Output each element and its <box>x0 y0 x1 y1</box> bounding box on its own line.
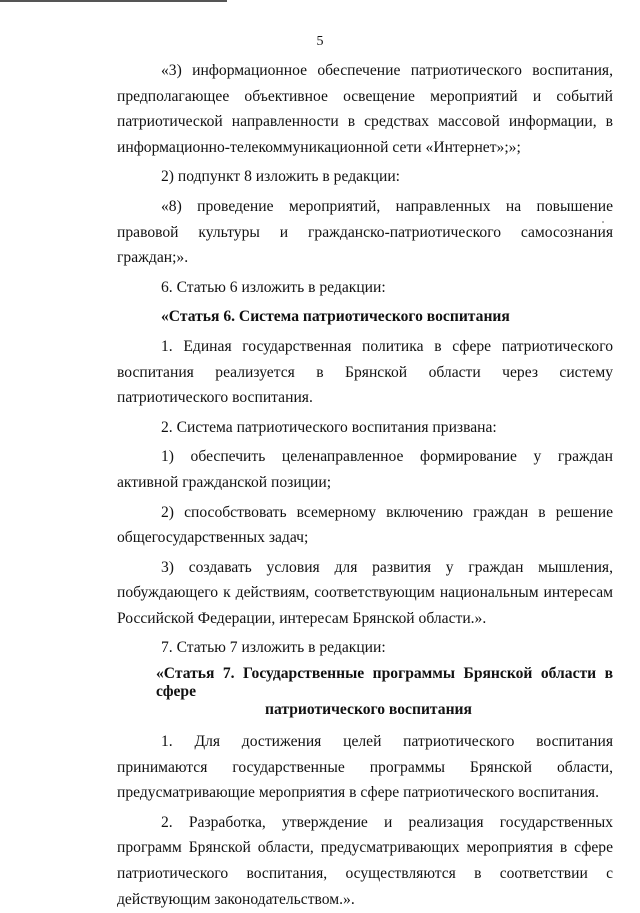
article-7-heading <box>117 665 613 719</box>
paragraph-article-7-edit: 7. Статью 7 изложить в редакции: <box>161 639 386 657</box>
top-rule <box>0 0 227 2</box>
paragraph-programs-development: 2. Разработка, утверждение и реализация государственных программ Брянской области, предусматривающих мероприятия в сфере патриотического воспитания, осуществляются в соответствии с действующим законодательством.». <box>117 813 613 908</box>
article-6-heading: «Статья 6. Система патриотического воспитания <box>161 308 510 326</box>
paragraph-article-6-edit: 6. Статью 6 изложить в редакции: <box>161 278 386 296</box>
paragraph-info-support: «3) информационное обеспечение патриотического воспитания, предполагающее объективное освещение мероприятий и событий патриотической направленности в средствах массовой информации, в информационно-телекоммуникационной сети «Интернет»;»; <box>117 62 613 156</box>
paragraph-programs-adopted: 1. Для достижения целей патриотического воспитания принимаются государственные программы Брянской области, предусматривающие мероприятия в сфере патриотического воспитания. <box>117 733 613 802</box>
article-7-heading-line1: «Статья 7. Государственные программы Брянской области в сфере <box>156 665 613 701</box>
paragraph-subpoint-8: 2) подпункт 8 изложить в редакции: <box>161 168 400 186</box>
paragraph-legal-culture: «8) проведение мероприятий, направленных на повышение правовой культуры и гражданско-патриотического самосознания граждан;». <box>117 197 613 267</box>
paragraph-item-3: 3) создавать условия для развития у граждан мышления, побуждающего к действиям, соответствующим национальным интересам Российской Федерации, интересам Брянской области.». <box>117 558 613 627</box>
paragraph-item-2: 2) способствовать всемерному включению граждан в решение общегосударственных задач; <box>117 503 613 547</box>
paragraph-unified-policy: 1. Единая государственная политика в сфере патриотического воспитания реализуется в Брянской области через систему патриотического воспитания. <box>117 337 613 407</box>
article-7-heading-line2: патриотического воспитания <box>265 701 472 719</box>
page-number: 5 <box>316 34 324 49</box>
paragraph-item-1: 1) обеспечить целенаправленное формирование у граждан активной гражданской позиции; <box>117 448 613 491</box>
paragraph-system-purpose: 2. Система патриотического воспитания призвана: <box>161 418 497 436</box>
document-body <box>117 58 613 913</box>
